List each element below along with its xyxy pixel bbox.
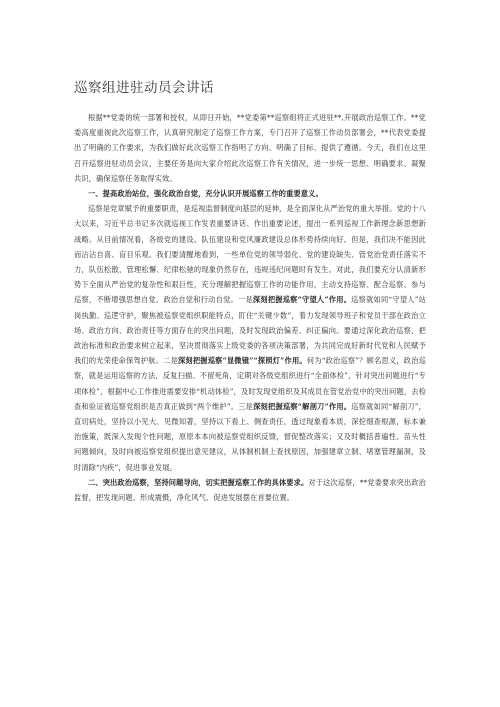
- document-title: 巡察组进驻动员会讲话: [74, 80, 214, 96]
- bold-phrase-1: 深刻把握巡察“守望人”作用。: [252, 295, 352, 305]
- section-heading-2: 二、突出政治巡察，坚持问题导向，切实把握巡察工作的具体要求。: [88, 477, 309, 487]
- paragraph-section-1: [74, 201, 426, 475]
- text-run: 巡察就如同“解剖刀”，直切病处，坚持以小见大、见微知著，坚持以下看上、侧查责任，透过现象看本质，深挖细查根源，标本兼治施策，既深入发现个性问题，原原本本向被巡察党组织反馈，督促整改落实；又及时概括普遍性、苗头性问题倾向，及时向被巡察党组织提出意见建议，从体制机制上查找原因，加强建章立制、堵塞管理漏洞，及时清除“内疾”，促进事业发展。: [74, 401, 426, 472]
- paragraph-intro: 根据**党委的统一部署和授权，从即日开始，**党委第**巡察组将正式进驻**,开展政治巡察工作。**党委高度重视此次巡察工作，认真研究制定了巡察工作方案，专门召开了巡察工作动员部署会，**代表党委提出了明确的工作要求，为我们做好此次巡察工作指明了方向、明确了目标、提供了遵循。今天，我们在这里召开巡察进驻动员会议，主要任务是向大家介绍此次巡察工作有关情况，进一步统一思想、明确要求、凝聚共识，确保巡察任务取得实效。: [74, 113, 426, 183]
- text-run: 何为“政治巡察”？顾名思义，政治巡察，就是运用巡察的方法，反复扫描、不留死角，定期对各级党组织进行“全面体检”，针对突出问题进行“专项体检”，根据中心工作推进需要安排“机动体检”，及时发现党组织及其成员在管党治党中的突出问题，去检查和验证被巡察党组织是否真正做到“两个维护”。三是: [74, 356, 427, 411]
- section-heading-1: 一、提高政治站位，强化政治自觉，充分认识开展巡察工作的重要意义。: [88, 189, 323, 199]
- text-run: 巡察就如同“守望人”站岗执勤、巡逻守护，聚焦被巡察党组织职能特点，盯住“关键少数”，着力发现领导班子和党员干部在政治立场、政治方向、政治责任等方面存在的突出问题，及时发现政治偏差、纠正偏向。要通过深化政治巡察，把政治标准和政治要求树立起来，坚决贯彻落实上级党委的各项决策部署，为共同完成好新时代党和人民赋予我们的光荣使命保驾护航。二是: [74, 295, 427, 366]
- text-run: 对于这次巡察，**党委要求突出政治监督，把发现问题、形成震慑，净化风气、促进发展摆在首要位置。: [74, 477, 426, 503]
- text-run: 巡察是党章赋予的重要职责，是巡视监督制度向基层的延伸，是全面深化从严治党的重大举措。党的十八大以来，习近平总书记多次就巡视工作发表重要讲话、作出重要论述，提出一系列巡视工作新理念新思想新战略。从目前情况看，各级党的建设、队伍建设和党风廉政建设总体形势持续向好。但是，我们决不能因此而沾沾自喜、盲目乐观。我们要清醒地看到，一些单位党的领导弱化、党的建设缺失、管党治党责任落实不力，队伍松散、管理松懈、纪律松驰的现象仍然存在，违规违纪问题时有发生。对此，我们要充分认清新形势下全面从严治党的复杂性和艰巨性，充分理解把握巡察工作的功能作用，主动支持巡察、配合巡察、参与巡察，不断增强思想自觉、政治自觉和行动自觉。一是: [74, 204, 426, 305]
- bold-phrase-2: 深刻把握巡察“显微镜”“探照灯”作用。: [178, 356, 307, 366]
- document-body: [74, 110, 426, 505]
- paragraph-section-2: [74, 475, 426, 505]
- bold-phrase-3: 深刻把握巡察“解剖刀”作用。: [253, 401, 352, 411]
